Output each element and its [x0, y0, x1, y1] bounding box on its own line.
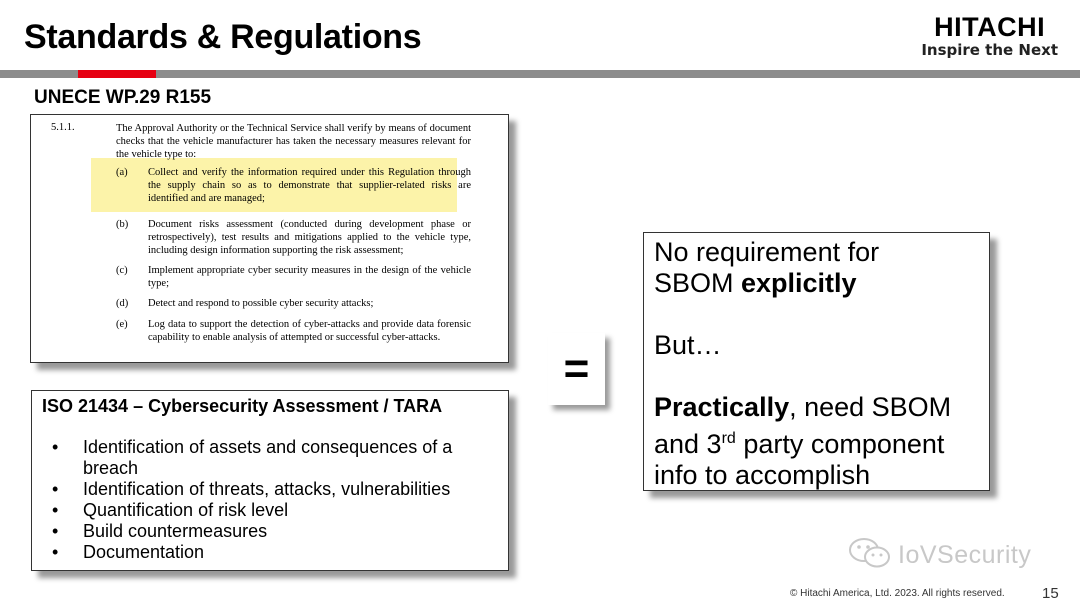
list-item: • Documentation [52, 542, 205, 562]
clause-item-text: Log data to support the detection of cyber-attacks and provide data forensic capability to enable analysis of attempted or successful cyber-attacks. [148, 319, 471, 343]
clause-number: 5.1.1. [51, 122, 75, 133]
iso-21434-box [31, 390, 509, 571]
clause-item-c [116, 264, 471, 290]
clause-item-d [116, 297, 471, 310]
header-divider [0, 70, 1080, 78]
watermark [848, 536, 1031, 575]
clause-item-text: Document risks assessment (conducted during development phase or retrospectively), test results and mitigations applied to the vehicle type, including design information supporting the risk assessment; [148, 219, 471, 256]
note-line: But… [654, 330, 722, 360]
sbom-note-box [643, 232, 990, 491]
bullet-icon: • [52, 542, 59, 562]
equals-sign: = [548, 333, 605, 405]
list-item: • Identification of assets and consequences of a breach [52, 437, 453, 478]
iso-title: ISO 21434 – Cybersecurity Assessment / TARA [42, 396, 443, 416]
list-item: • Build countermeasures [52, 521, 268, 541]
page-number: 15 [1042, 585, 1059, 602]
clause-item-text: Collect and verify the information required under this Regulation through the supply chain so as to demonstrate that supplier-related risks are identified and are managed; [148, 167, 471, 204]
list-item: • Identification of threats, attacks, vulnerabilities [52, 479, 451, 499]
bullet-icon: • [52, 521, 59, 541]
logo-brand: HITACHI [934, 12, 1046, 42]
header-divider-accent [78, 70, 156, 78]
iso-bullet-list [52, 437, 492, 563]
hitachi-logo [921, 14, 1058, 59]
note-line: Practically, need SBOM [654, 392, 952, 422]
note-line: No requirement for [654, 237, 880, 267]
logo-tagline: Inspire the Next [921, 41, 1058, 59]
clause-item-text: Detect and respond to possible cyber security attacks; [148, 298, 374, 309]
bullet-icon: • [52, 437, 59, 457]
clause-intro: The Approval Authority or the Technical Service shall verify by means of document checks that the vehicle manufacturer has taken the necessary measures relevant for the vehicle type to: [116, 123, 471, 160]
list-item: • Quantification of risk level [52, 500, 289, 520]
clause-item-marker: (a) [116, 167, 128, 178]
bullet-icon: • [52, 479, 59, 499]
clause-item-marker: (d) [116, 298, 129, 309]
copyright-notice: © Hitachi America, Ltd. 2023. All rights reserved. [790, 588, 1005, 599]
note-line: SBOM explicitly [654, 268, 857, 298]
clause-item-marker: (e) [116, 319, 128, 330]
clause-item-marker: (c) [116, 265, 128, 276]
clause-item-e [116, 318, 471, 344]
bullet-icon: • [52, 500, 59, 520]
note-line: info to accomplish [654, 460, 871, 490]
page-title: Standards & Regulations [24, 18, 422, 56]
clause-item-marker: (b) [116, 219, 129, 230]
watermark-text: IoVSecurity [898, 541, 1032, 569]
clause-item-a [116, 166, 471, 205]
unece-excerpt-box [30, 114, 509, 363]
clause-item-text: Implement appropriate cyber security measures in the design of the vehicle type; [148, 265, 471, 289]
unece-section-label: UNECE WP.29 R155 [34, 87, 212, 108]
wechat-icon [848, 536, 892, 575]
clause-item-b [116, 218, 471, 257]
note-line: and 3rd party component [654, 429, 945, 459]
